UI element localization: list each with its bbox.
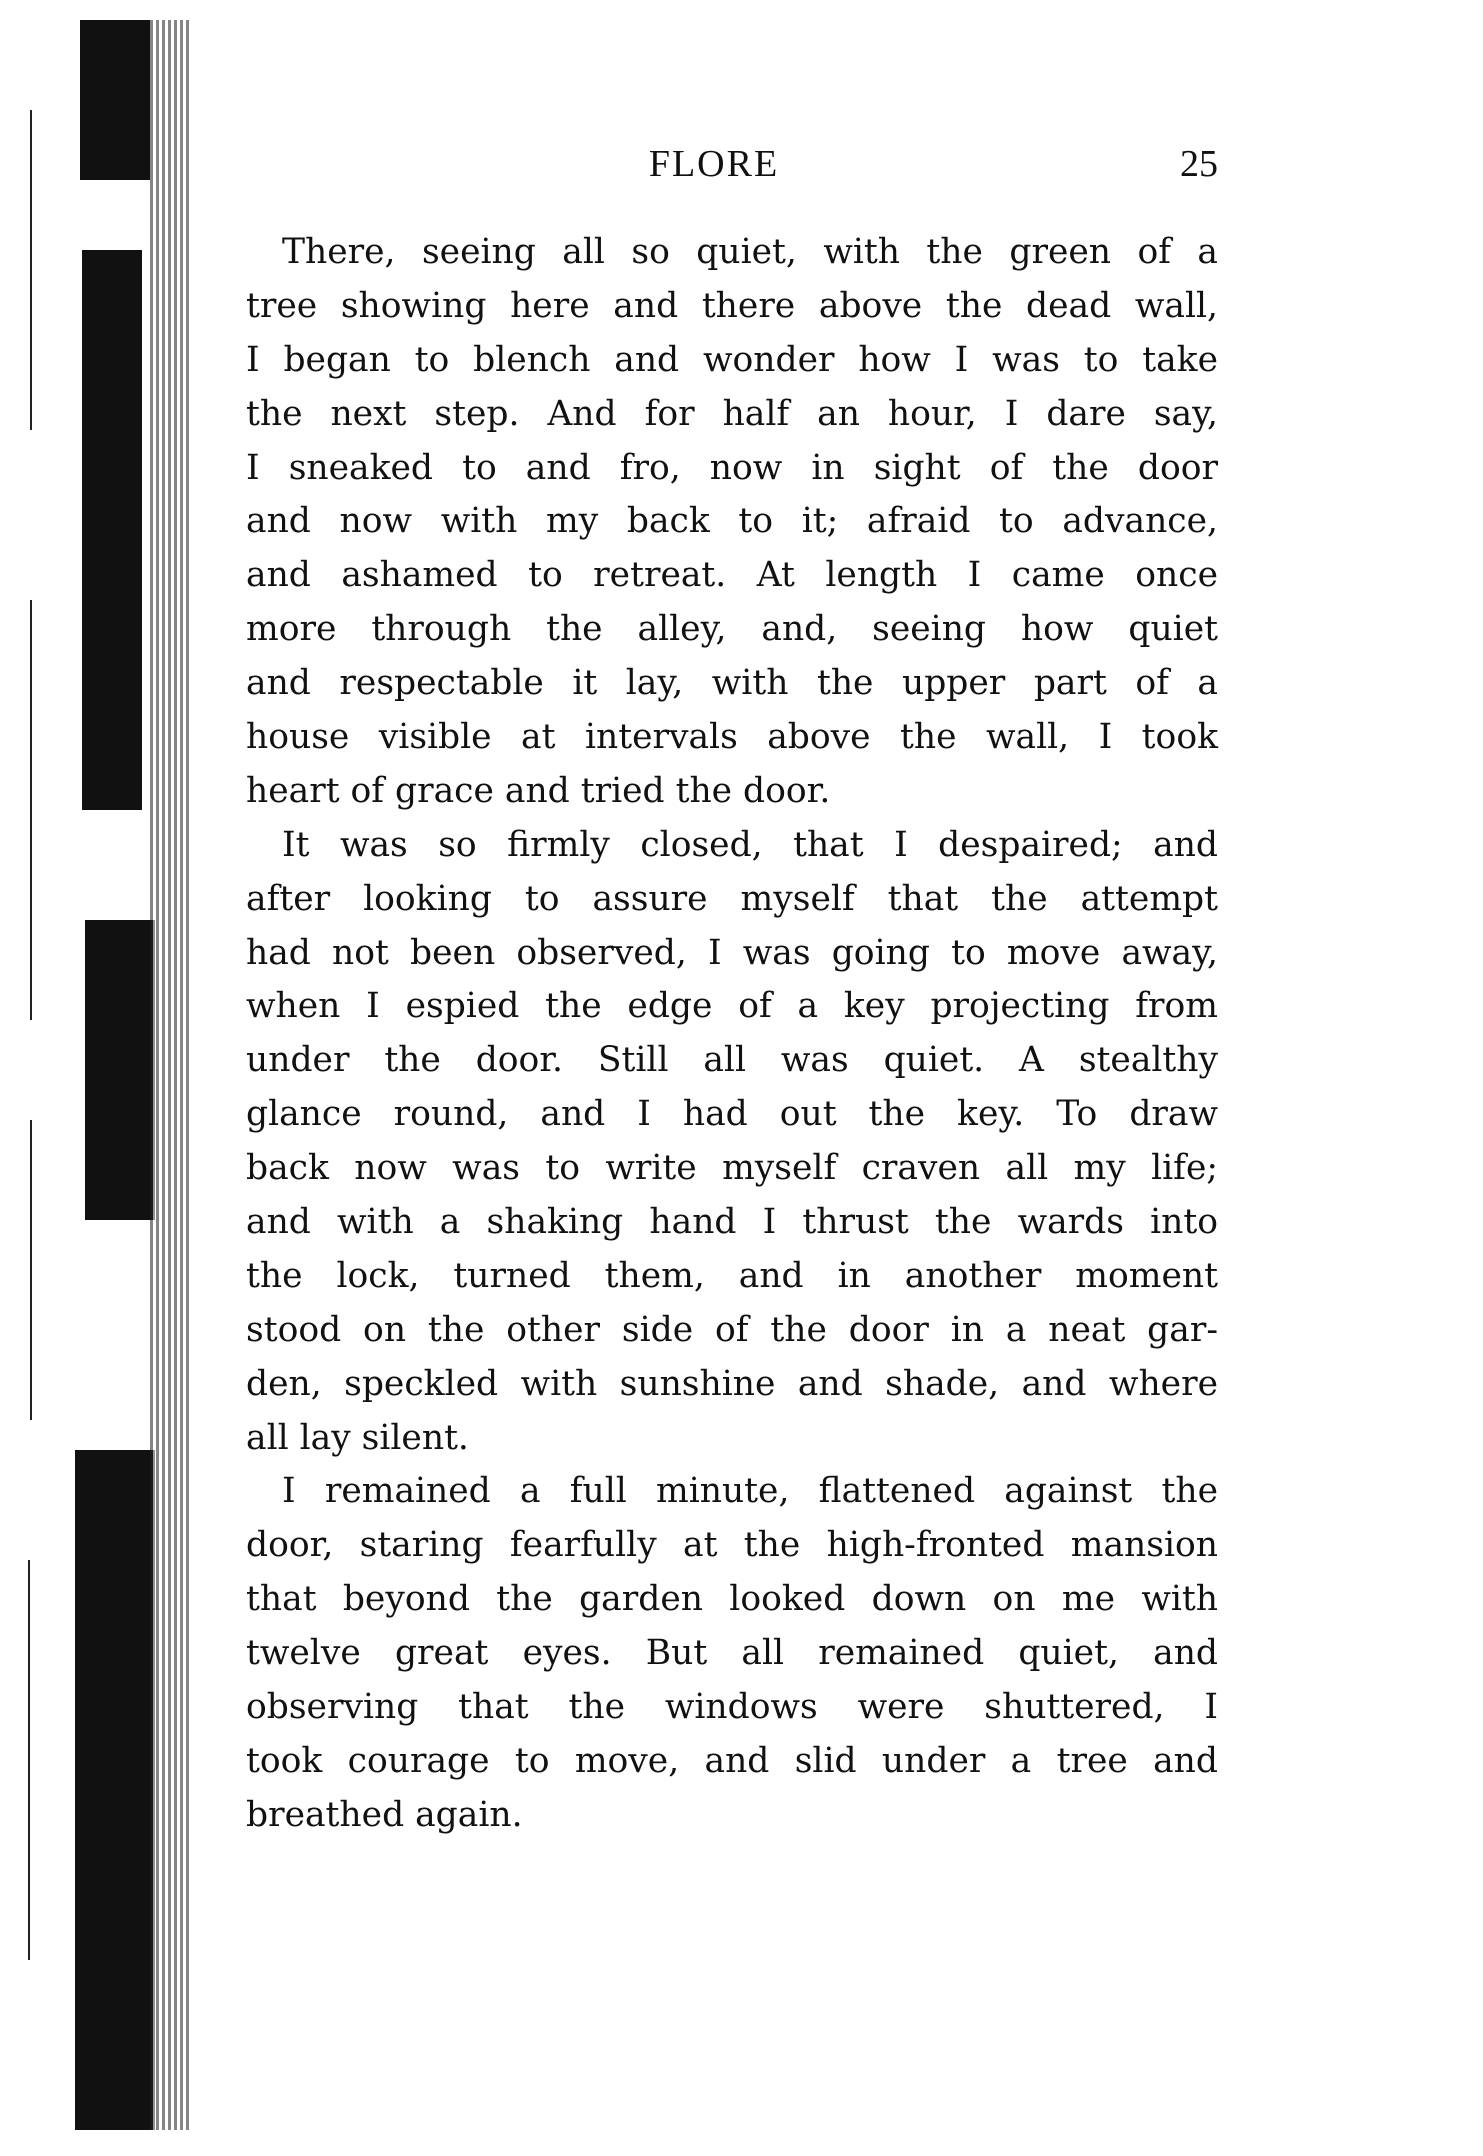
text-line: and now with my back to it; afraid to advance, (246, 501, 1218, 542)
gutter-shadow-band (75, 1450, 155, 2130)
text-line: tree showing here and there above the dead wall, (246, 285, 1218, 326)
text-line: more through the alley, and, seeing how quiet (246, 609, 1218, 650)
text-line: and with a shaking hand I thrust the wards into (246, 1202, 1218, 1243)
gutter-shadow-band (80, 20, 150, 180)
text-line: and ashamed to retreat. At length I came once (246, 555, 1218, 596)
text-line: twelve great eyes. But all remained quiet, and (246, 1633, 1218, 1674)
text-line: took courage to move, and slid under a tree and (246, 1740, 1218, 1781)
scan-gutter-shadow (0, 0, 215, 2156)
text-line: and respectable it lay, with the upper part of a (246, 663, 1218, 704)
text-line: after looking to assure myself that the attempt (246, 878, 1218, 919)
text-line: I remained a full minute, flattened against the (282, 1471, 1218, 1512)
text-line: back now was to write myself craven all my life; (246, 1148, 1218, 1189)
body-text (210, 226, 1218, 1843)
paragraph (210, 1465, 1218, 1842)
gutter-shadow-band (82, 250, 142, 810)
text-line: had not been observed, I was going to move away, (246, 932, 1218, 973)
text-line: the lock, turned them, and in another moment (246, 1255, 1218, 1296)
gutter-edge-line (30, 1120, 32, 1420)
text-line: den, speckled with sunshine and shade, and where (246, 1363, 1218, 1404)
text-line: stood on the other side of the door in a neat gar- (246, 1309, 1218, 1350)
text-line: under the door. Still all was quiet. A stealthy (246, 1040, 1218, 1081)
text-line: all lay silent. (246, 1417, 469, 1458)
paragraph (210, 226, 1218, 819)
text-line: glance round, and I had out the key. To draw (246, 1094, 1218, 1135)
page-header (210, 142, 1218, 202)
text-line: I began to blench and wonder how I was to take (246, 339, 1218, 380)
page-number: 25 (1180, 143, 1218, 185)
gutter-edge-line (30, 110, 32, 430)
text-line: house visible at intervals above the wall, I took (246, 717, 1218, 758)
text-line: breathed again. (246, 1794, 523, 1835)
gutter-edge-line (30, 600, 32, 1020)
text-line: There, seeing all so quiet, with the green of a (282, 232, 1218, 272)
gutter-shadow-band (85, 920, 155, 1220)
text-line: It was so firmly closed, that I despaired; and (282, 824, 1218, 865)
text-line: observing that the windows were shuttered, I (246, 1687, 1218, 1728)
running-title: FLORE (648, 143, 780, 185)
text-line: I sneaked to and fro, now in sight of the door (246, 447, 1218, 488)
gutter-edge-line (28, 1560, 30, 1960)
paragraph (210, 819, 1218, 1466)
text-line: heart of grace and tried the door. (246, 770, 831, 811)
text-line: when I espied the edge of a key projecting from (246, 986, 1218, 1027)
text-line: that beyond the garden looked down on me with (246, 1579, 1218, 1620)
text-line: the next step. And for half an hour, I dare say, (246, 393, 1218, 434)
gutter-speckle (150, 20, 190, 2130)
text-line: door, staring fearfully at the high-fronted mansion (246, 1525, 1218, 1566)
